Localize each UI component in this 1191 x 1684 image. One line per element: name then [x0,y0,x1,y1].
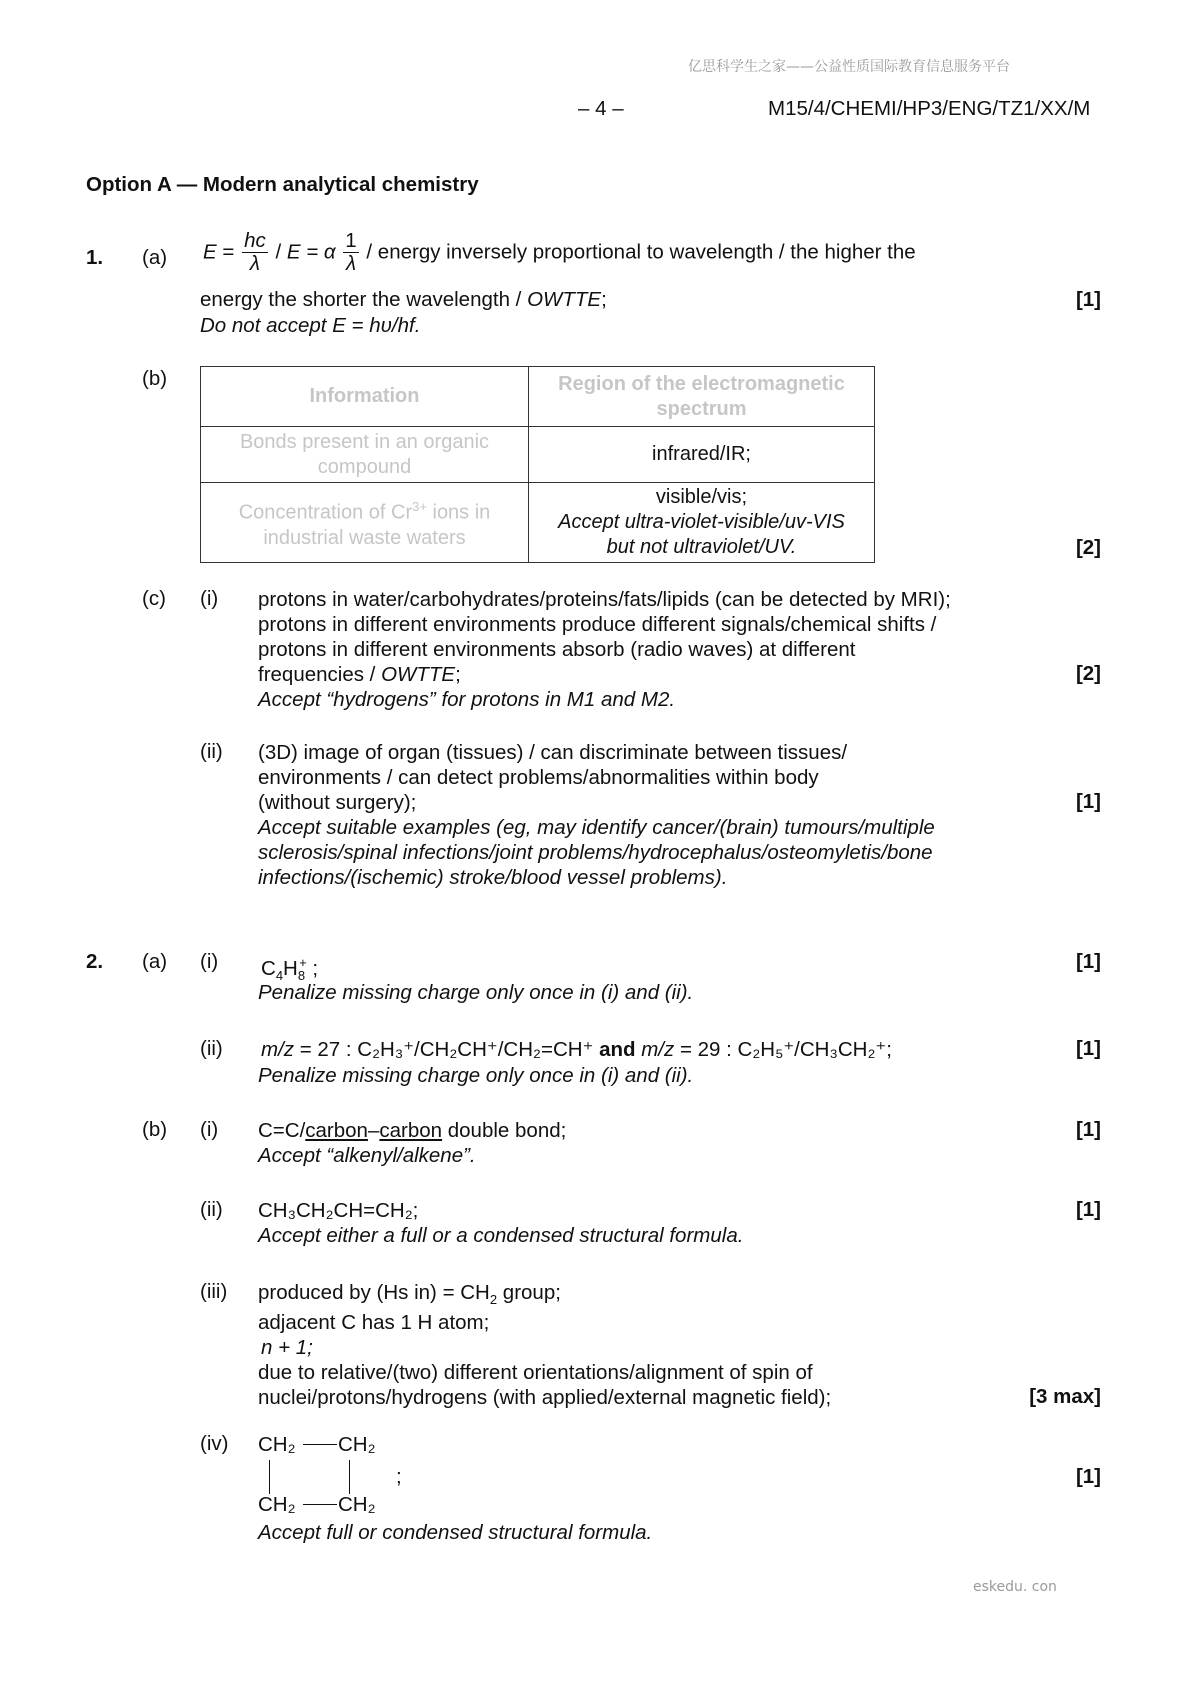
mz-29-ions: C₂H₅⁺/CH₃CH₂⁺; [737,1038,892,1061]
q2aii-note: Penalize missing charge only once in (i) and (ii). [258,1064,694,1087]
eq-fraction-1-lambda [343,230,358,275]
iii-line1-b: group; [497,1281,561,1304]
q2aii-label: (ii) [200,1037,223,1060]
q1a-line2-plain: energy the shorter the wavelength / [200,288,528,311]
q1a-line2-owtte: OWTTE [527,288,602,311]
bond-dash: – [367,1119,380,1142]
q2ai-label: (i) [200,950,219,973]
section-title: Option A — Modern analytical chemistry [86,173,479,196]
q1cii-line1: (3D) image of organ (tissues) / can discriminate between tissues/ [258,741,848,764]
watermark-bottom: eskedu. con [973,1579,1057,1595]
q1a-text-line2 [200,288,607,312]
mz-27-ions: C₂H₃⁺/CH₂CH⁺/CH₂=CH⁺ [357,1038,594,1061]
frac2-denominator: λ [345,252,357,275]
formula-charge: + [299,955,307,970]
row2-info-a: Concentration of Cr [238,501,413,524]
q2aii-mark: [1] [1075,1037,1101,1060]
iii-line1-sub: 2 [489,1292,498,1308]
paper-code: M15/4/CHEMI/HP3/ENG/TZ1/XX/M [768,97,1091,120]
q2bii-text: CH₃CH₂CH=CH₂; [258,1199,419,1222]
bond-bottom [303,1504,337,1505]
q1cii-line2: environments / can detect problems/abnormalities within body [258,766,819,789]
table-row2-info [201,483,529,563]
q2-number: 2. [86,950,104,973]
watermark-top: 亿思科学生之家——公益性质国际教育信息服务平台 [688,59,1010,75]
q2b-label: (b) [142,1118,168,1141]
bond-carbon-2: carbon [379,1119,443,1142]
mz-label-2: m/z [641,1038,675,1061]
eq-fraction-hc-lambda [242,230,268,275]
table-header-information [201,367,529,427]
q2biii-line2: adjacent C has 1 H atom; [258,1311,490,1334]
q2bii-mark: [1] [1075,1198,1101,1221]
q1ci-label: (i) [200,587,219,610]
row2-region-line2: Accept ultra-violet-visible/uv-VIS [558,511,845,533]
formula-h-sub: 8 [297,967,306,983]
mz-label-1: m/z [261,1038,295,1061]
q1-number: 1. [86,246,104,269]
q1b-label: (b) [142,367,168,390]
q2biv-note: Accept full or condensed structural formula. [258,1521,653,1544]
table-header-region [529,367,875,427]
q1cii-mark: [1] [1075,790,1101,813]
q1ci-mark: [2] [1075,662,1101,685]
q1cii-line6: infections/(ischemic) stroke/blood vessel problems). [258,866,728,889]
q2biv-semicolon: ; [396,1465,402,1488]
row1-region-text: infrared/IR; [652,443,751,465]
q1ci-line3: protons in different environments absorb (radio waves) at different [258,638,856,661]
em-spectrum-table [200,366,875,563]
formula-h: H [283,956,298,980]
cyclobutane-structure [258,1433,388,1515]
q1c-label: (c) [142,587,166,610]
q2biii-line5: nuclei/protons/hydrogens (with applied/external magnetic field); [258,1386,832,1409]
formula-end: ; [306,956,319,980]
row2-info-b: ions in [426,501,491,524]
eq-proportional: = α [306,240,336,264]
row2-info-line1 [209,494,520,526]
mz-and: and [593,1038,642,1061]
row2-region-line3: but not ultraviolet/UV. [606,536,797,558]
q2biii-label: (iii) [200,1280,228,1303]
table-row2-region [529,483,875,563]
bond-text-b: double bond; [442,1119,567,1142]
header-region-line2: spectrum [656,397,747,420]
q1ci-line4-owtte: OWTTE [381,663,456,686]
eq-separator: / [275,240,282,264]
mz-eq-1: = 27 : [294,1038,358,1061]
q2biii-line4: due to relative/(two) different orientations/alignment of spin of [258,1361,813,1384]
q2bii-note: Accept either a full or a condensed structural formula. [258,1224,744,1247]
formula-c: C [261,956,276,980]
q1ci-line4-end: ; [455,663,461,686]
bond-text-a: C=C/ [258,1119,306,1142]
q2biv-label: (iv) [200,1432,229,1455]
frac1-denominator: λ [249,252,260,275]
row2-info-sup: 3+ [412,499,427,515]
q2bii-label: (ii) [200,1198,223,1221]
atom-bottom-left: CH₂ [258,1493,296,1516]
bond-top [303,1444,337,1445]
q1a-label: (a) [142,246,168,269]
q1cii-line4: Accept suitable examples (eg, may identify cancer/(brain) tumours/multiple [258,816,935,839]
frac2-numerator: 1 [345,229,357,252]
row1-info-line1: Bonds present in an organic [239,430,490,453]
q2ai-mark: [1] [1075,950,1101,973]
atom-top-right: CH₂ [338,1433,376,1456]
q1a-text-line1: / energy inversely proportional to wavelength / the higher the [366,240,916,264]
q1ci-line4 [258,662,461,687]
q2biii-mark: [3 max] [1029,1385,1101,1408]
frac1-numerator: hc [244,229,266,252]
q2biii-line3: n + 1; [261,1336,313,1359]
q1a-line2-end: ; [601,288,607,311]
q2aii-text [261,1037,892,1062]
bond-right [349,1460,350,1494]
row1-info-line2: compound [317,455,412,478]
q2a-label: (a) [142,950,168,973]
atom-bottom-right: CH₂ [338,1493,376,1516]
q1a-equation [203,230,916,275]
bond-left [269,1460,270,1494]
q2biii-line1 [258,1280,561,1312]
q1ci-line1: protons in water/carbohydrates/proteins/fats/lipids (can be detected by MRI); [258,588,951,611]
iii-line1-a: produced by (Hs in) = CH [258,1281,490,1304]
q1a-note: Do not accept E = hυ/hf. [200,314,421,337]
bond-carbon-1: carbon [305,1119,368,1142]
q1a-mark: [1] [1075,288,1101,311]
formula-c-sub: 4 [275,967,284,983]
q2bi-text [258,1118,566,1143]
eq-equals: = [222,240,235,264]
q2biv-mark: [1] [1075,1465,1101,1488]
atom-top-left: CH₂ [258,1433,296,1456]
q1cii-line5: sclerosis/spinal infections/joint problems/hydrocephalus/osteomyletis/bone [258,841,933,864]
q2ai-note: Penalize missing charge only once in (i) and (ii). [258,981,694,1004]
header-region-line1: Region of the electromagnetic [558,372,845,395]
q1cii-label: (ii) [200,740,223,763]
q1ci-line4-plain: frequencies / [258,663,382,686]
row2-region-line1: visible/vis; [655,486,748,508]
q2bi-note: Accept “alkenyl/alkene”. [258,1144,476,1167]
q1ci-line2: protons in different environments produce different signals/chemical shifts / [258,613,937,636]
header-information-text: Information [309,385,420,407]
table-row1-info [201,427,529,483]
q2bi-mark: [1] [1075,1118,1101,1141]
table-row1-region [529,427,875,483]
eq-e: E [203,240,217,264]
eq-e2: E [286,240,301,264]
row2-info-line2: industrial waste waters [263,526,466,549]
page-number: – 4 – [578,97,624,120]
q1b-mark: [2] [1075,536,1101,559]
q1cii-line3: (without surgery); [258,791,417,814]
q2bi-label: (i) [200,1118,219,1141]
q1ci-note: Accept “hydrogens” for protons in M1 and M2. [258,688,676,711]
mz-eq-2: = 29 : [674,1038,738,1061]
